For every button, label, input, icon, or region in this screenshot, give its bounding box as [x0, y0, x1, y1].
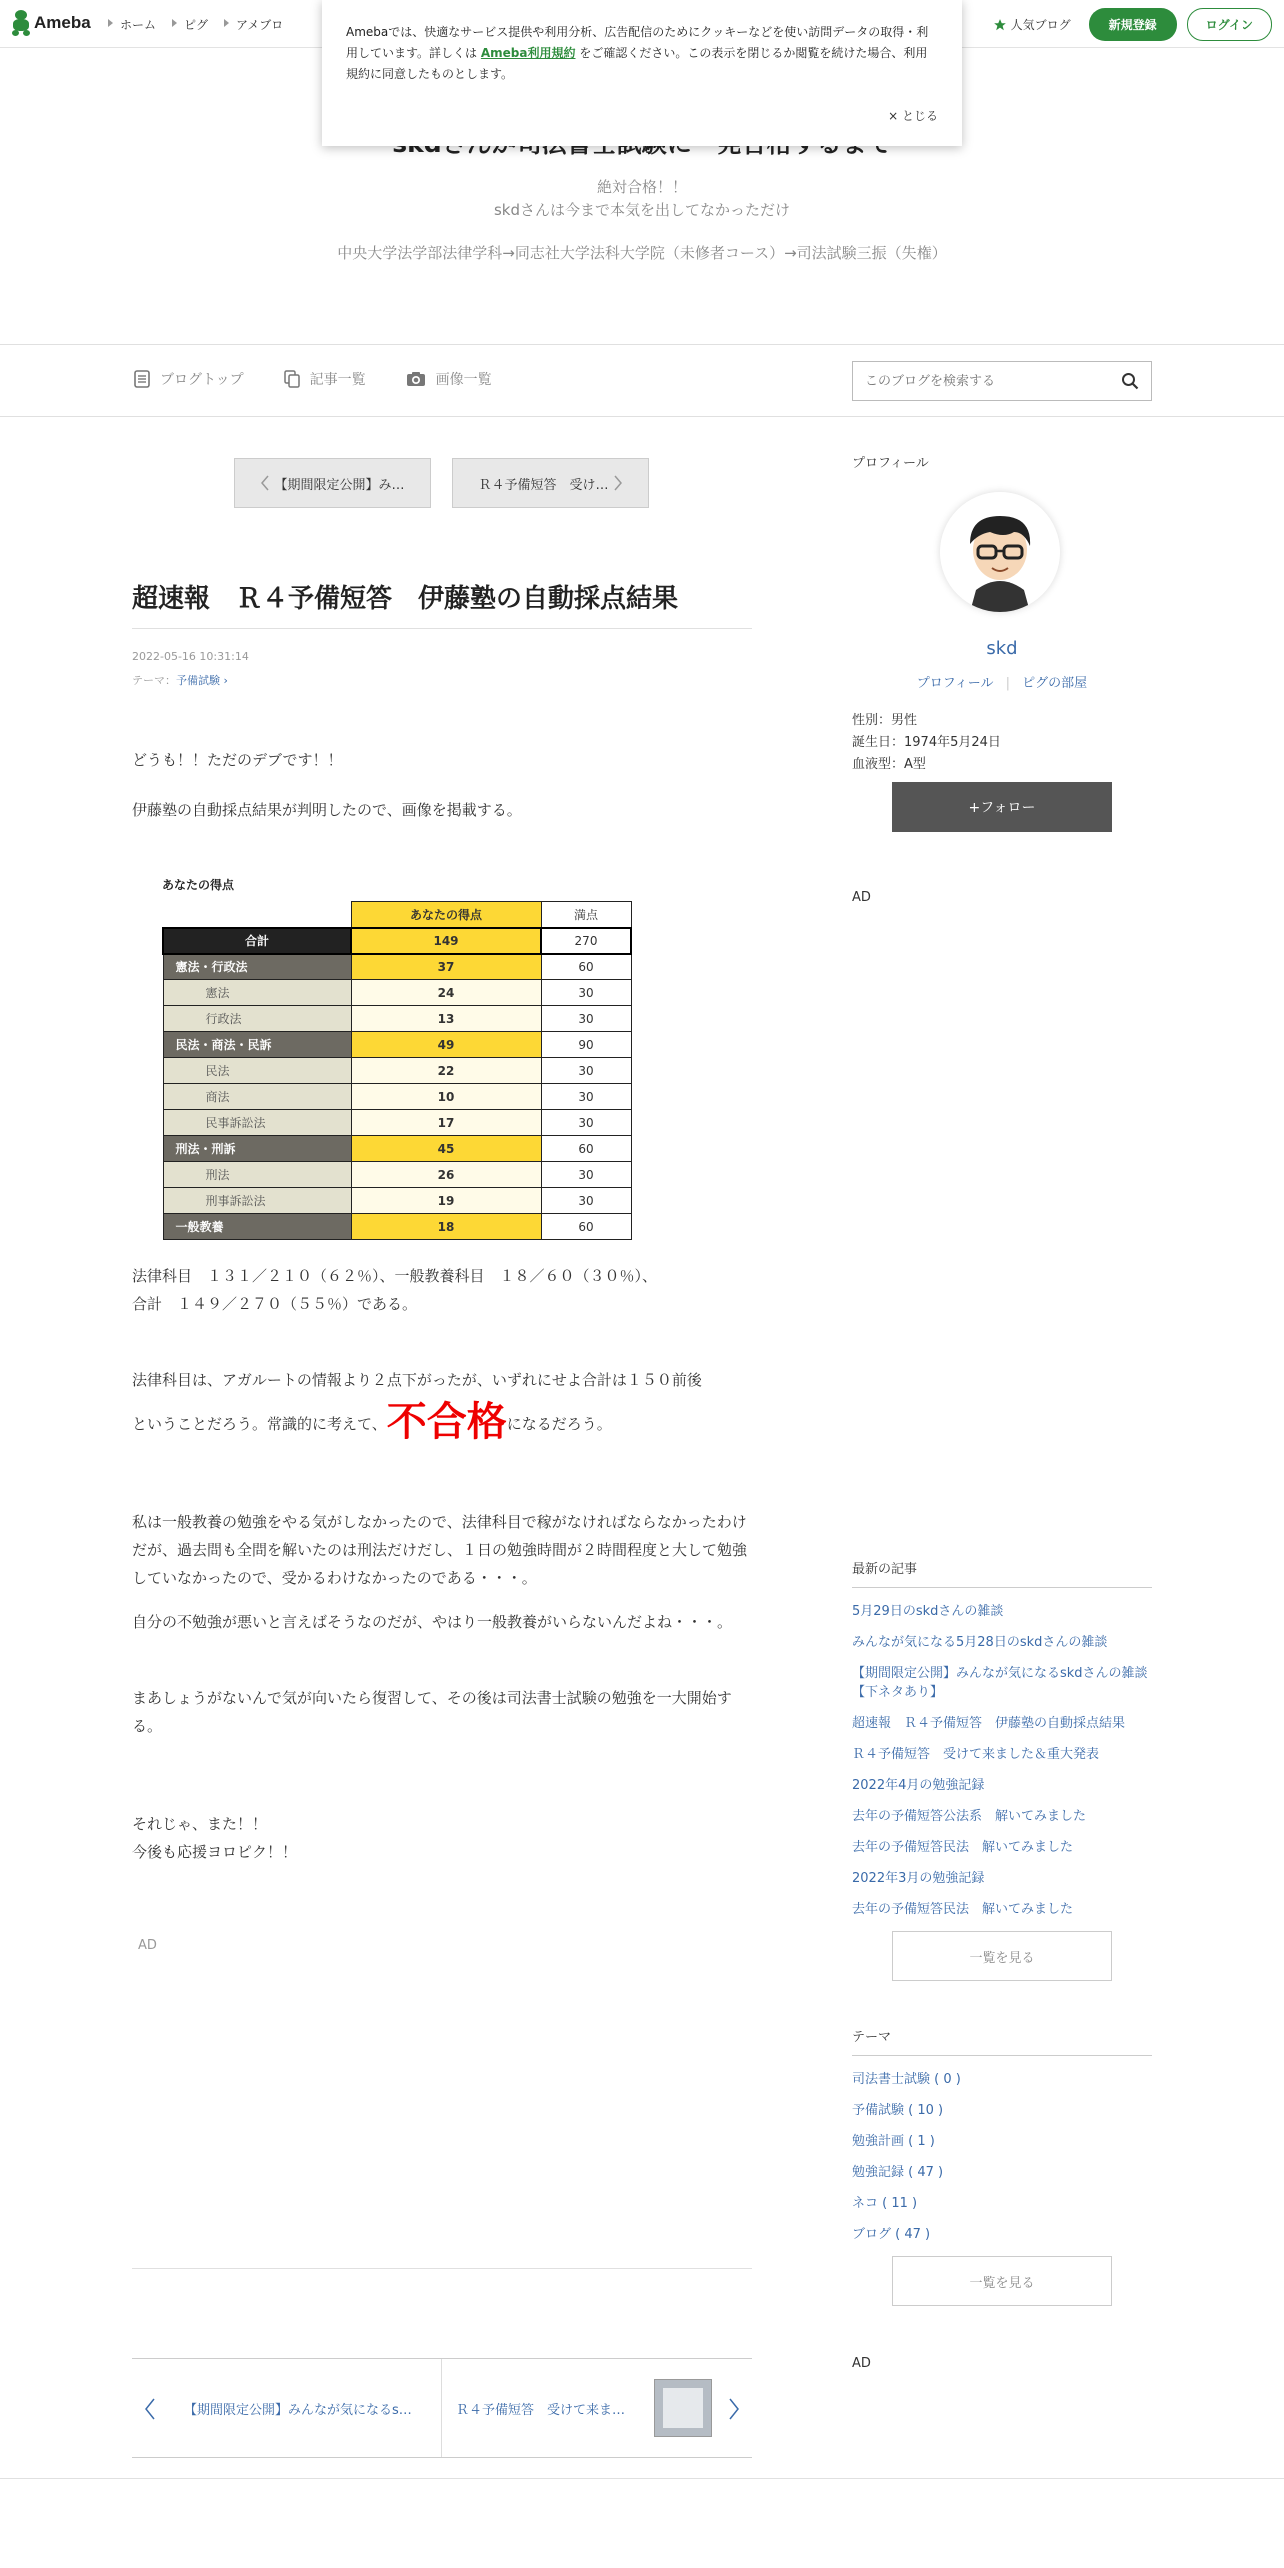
- theme-link[interactable]: 勉強計画 ( 1 ): [852, 2134, 935, 2149]
- theme-link[interactable]: 勉強記録 ( 47 ): [852, 2165, 944, 2180]
- footer-divider: [0, 2478, 1284, 2479]
- profile-info: [852, 710, 1001, 776]
- score-row: [163, 1136, 631, 1162]
- ameba-logo[interactable]: [12, 10, 91, 36]
- recent-article-link[interactable]: Ｒ４予備短答 受けて来ました＆重大発表: [852, 1747, 1100, 1762]
- theme-link[interactable]: 司法書士試験 ( 0 ): [852, 2072, 961, 2087]
- recent-article-link[interactable]: 去年の予備短答民法 解いてみました: [852, 1902, 1074, 1917]
- score-table-image[interactable]: [162, 876, 632, 1240]
- score-row: [163, 1214, 631, 1240]
- score-header-row: [163, 902, 631, 928]
- cookie-close-button[interactable]: × とじる: [888, 109, 938, 123]
- profile-gender: 性別：男性: [852, 713, 918, 728]
- paragraph-line: [132, 1399, 752, 1445]
- recent-article-link[interactable]: 去年の予備短答民法 解いてみました: [852, 1840, 1074, 1855]
- score-cell: 19: [351, 1188, 541, 1214]
- recent-article-link[interactable]: みんなが気になる5月28日のskdさんの雑談: [852, 1635, 1108, 1650]
- score-table: [162, 901, 632, 1240]
- prev-article-button[interactable]: [234, 458, 431, 508]
- recent-article-link[interactable]: 2022年4月の勉強記録: [852, 1778, 985, 1793]
- fail-emphasis: 不合格: [386, 1399, 507, 1445]
- follow-button[interactable]: +フォロー: [892, 782, 1112, 832]
- score-cell: 149: [351, 928, 541, 954]
- star-icon: [993, 18, 1007, 32]
- blog-desc-line1: 絶対合格！！: [596, 178, 687, 196]
- terms-link[interactable]: Ameba利用規約: [480, 46, 576, 60]
- recent-article-link[interactable]: 2022年3月の勉強記録: [852, 1871, 985, 1886]
- score-caption: あなたの得点: [162, 878, 235, 892]
- blog-search-input[interactable]: [853, 362, 1103, 400]
- score-cell: 37: [351, 954, 541, 980]
- avatar-illustration: [940, 492, 1060, 612]
- prev-article-label: 【期間限定公開】み…: [274, 477, 405, 493]
- document-icon: [134, 370, 150, 388]
- bottom-prev-label: 【期間限定公開】みんなが気になるs…: [184, 2402, 412, 2418]
- logo-text: Ameba: [34, 13, 91, 32]
- cookie-banner: [322, 0, 962, 146]
- score-cell: 49: [351, 1032, 541, 1058]
- full-score-cell: 60: [541, 1214, 631, 1240]
- score-row: [163, 1188, 631, 1214]
- article-paragraph: 私は一般教養の勉強をやる気がしなかったので、法律科目で稼がなければならなかったわけだが、過去問も全問を解いたのは刑法だけだし、１日の勉強時間が２時間程度と大して勉強していなかったので、受かるわけなかったのである・・・。: [132, 1513, 748, 1587]
- copy-icon: [284, 370, 300, 388]
- paragraph-line: 法律科目は、アガルートの情報より２点下がったが、いずれにせよ合計は１５０前後: [132, 1371, 702, 1389]
- full-score-cell: 60: [541, 954, 631, 980]
- login-button[interactable]: ログイン: [1187, 8, 1272, 41]
- nav-home[interactable]: ホーム: [106, 16, 170, 33]
- avatar[interactable]: [940, 492, 1060, 612]
- subject-cell: 刑法・刑訴: [163, 1136, 351, 1162]
- subject-cell: 刑法: [163, 1162, 351, 1188]
- full-score-cell: 30: [541, 980, 631, 1006]
- sidebar-profile: [852, 452, 1152, 852]
- article-paragraph: どうも！！ただのデブです！！: [132, 751, 343, 769]
- blog-subline: 中央大学法学部法律学科→同志社大学法科大学院（未修者コース）→司法試験三振（失権）: [337, 244, 947, 262]
- full-score-cell: 30: [541, 1058, 631, 1084]
- nav-pigg[interactable]: ピグ: [170, 16, 222, 33]
- full-score-cell: 270: [541, 928, 631, 954]
- ad-label: AD: [852, 2356, 871, 2371]
- col-score-header: あなたの得点: [351, 902, 541, 928]
- article-title[interactable]: 超速報 Ｒ４予備短答 伊藤塾の自動採点結果: [132, 584, 679, 614]
- score-cell: 45: [351, 1136, 541, 1162]
- signup-button[interactable]: 新規登録: [1089, 8, 1177, 41]
- score-row: [163, 1084, 631, 1110]
- score-row: [163, 980, 631, 1006]
- theme-heading: テーマ: [852, 2026, 1152, 2056]
- article-paragraph: 伊藤塾の自動採点結果が判明したので、画像を掲載する。: [132, 801, 522, 819]
- next-article-thumbnail[interactable]: [654, 2379, 712, 2437]
- chevron-left-icon: [260, 474, 270, 492]
- subject-cell: 刑事訴訟法: [163, 1188, 351, 1214]
- theme-prefix: テーマ：: [132, 674, 176, 687]
- full-score-cell: 90: [541, 1032, 631, 1058]
- title-divider: [132, 628, 752, 629]
- ad-label: AD: [138, 1938, 157, 1953]
- chevron-left-icon: [144, 2397, 156, 2421]
- bottom-article-nav: [132, 2358, 752, 2458]
- full-score-cell: 30: [541, 1188, 631, 1214]
- chevron-right-icon: ›: [220, 674, 228, 687]
- score-cell: 24: [351, 980, 541, 1006]
- sidebar-themes: [852, 2026, 1152, 2306]
- paragraph-line: 合計 １４９／２７０（５５％）である。: [132, 1295, 418, 1313]
- camera-icon: [406, 371, 426, 387]
- blog-description: [0, 176, 1284, 222]
- global-nav: [106, 16, 297, 33]
- bottom-prev-link[interactable]: [132, 2359, 442, 2457]
- score-cell: 17: [351, 1110, 541, 1136]
- theme-link[interactable]: 予備試験 ( 10 ): [852, 2103, 944, 2118]
- score-row: [163, 928, 631, 954]
- subject-cell: 民法: [163, 1058, 351, 1084]
- article-paragraph: [132, 1364, 752, 1445]
- next-article-label: Ｒ４予備短答 受け…: [478, 477, 609, 493]
- score-cell: 22: [351, 1058, 541, 1084]
- score-cell: 26: [351, 1162, 541, 1188]
- col-full-header: 満点: [541, 902, 631, 928]
- score-row: [163, 1006, 631, 1032]
- tab-image-list-label: 画像一覧: [435, 372, 492, 388]
- recent-heading: 最新の記事: [852, 1558, 1152, 1588]
- blog-desc-line2: skdさんは今まで本気を出してなかっただけ: [493, 201, 791, 219]
- recent-article-link[interactable]: 去年の予備短答公法系 解いてみました: [852, 1809, 1087, 1824]
- full-score-cell: 30: [541, 1006, 631, 1032]
- nav-ameblo[interactable]: アメブロ: [222, 16, 297, 33]
- subject-cell: 商法: [163, 1084, 351, 1110]
- full-score-cell: 30: [541, 1110, 631, 1136]
- score-row: [163, 1058, 631, 1084]
- subject-cell: 行政法: [163, 1006, 351, 1032]
- next-article-button[interactable]: [452, 458, 649, 508]
- frog-icon: [12, 10, 30, 36]
- tab-article-list-label: 記事一覧: [309, 372, 366, 388]
- score-cell: 13: [351, 1006, 541, 1032]
- subject-cell: 合計: [163, 928, 351, 954]
- article-paragraph: [132, 1262, 752, 1318]
- score-row: [163, 1110, 631, 1136]
- article-paragraph: まあしょうがないんで気が向いたら復習して、その後は司法書士試験の勉強を一大開始する。: [132, 1689, 732, 1735]
- subject-cell: 民事訴訟法: [163, 1110, 351, 1136]
- article-paragraph: 自分の不勉強が悪いと言えばそうなのだが、やはり一般教養がいらないんだよね・・・。: [132, 1613, 733, 1631]
- subject-cell: 一般教養: [163, 1214, 351, 1240]
- article-divider: [132, 2268, 752, 2269]
- recent-more-button[interactable]: 一覧を見る: [892, 1931, 1112, 1981]
- tab-blog-top[interactable]: [134, 369, 244, 389]
- theme-link[interactable]: ネコ ( 11 ): [852, 2196, 918, 2211]
- ad-label: AD: [852, 890, 871, 905]
- pig-room-link[interactable]: ピグの部屋: [1022, 676, 1088, 691]
- subject-cell: 憲法: [163, 980, 351, 1006]
- paragraph-line: 法律科目 １３１／２１０（６２％）、一般教養科目 １８／６０（３０％）、: [132, 1267, 658, 1285]
- score-row: [163, 954, 631, 980]
- profile-name[interactable]: skd: [986, 638, 1018, 659]
- search-icon[interactable]: [1121, 372, 1139, 390]
- tab-article-list[interactable]: [284, 369, 366, 389]
- profile-birthday: 誕生日：1974年5月24日: [852, 735, 1001, 750]
- text-part: ということだろう。常識的に考えて、: [132, 1415, 387, 1433]
- full-score-cell: 30: [541, 1084, 631, 1110]
- profile-heading: プロフィール: [852, 456, 929, 471]
- cookie-text-before: Amebaでは、快適なサービス提供や利用分析、広告配信のためにクッキーなどを使い訪問データの取得・利用しています。詳しくは: [346, 25, 929, 60]
- text-part: になるだろう。: [506, 1415, 612, 1433]
- profile-blood: 血液型：A型: [852, 757, 926, 772]
- profile-link[interactable]: プロフィール: [916, 676, 994, 691]
- blog-tab-bar: [0, 344, 1284, 417]
- theme-list: [852, 2070, 1152, 2244]
- score-cell: 10: [351, 1084, 541, 1110]
- profile-links: プロフィール | ピグの部屋: [916, 676, 1088, 691]
- theme-link[interactable]: ブログ ( 47 ): [852, 2227, 931, 2242]
- recent-list: [852, 1602, 1152, 1919]
- blog-search-box: [852, 361, 1152, 401]
- bottom-next-label: Ｒ４予備短答 受けて来ま…: [456, 2402, 626, 2418]
- subject-cell: 民法・商法・民訴: [163, 1032, 351, 1058]
- paragraph-line: 今後も応援ヨロピク！！: [132, 1843, 298, 1861]
- theme-more-button[interactable]: 一覧を見る: [892, 2256, 1112, 2306]
- popular-blog-label: 人気ブログ: [1010, 18, 1071, 32]
- subject-cell: 憲法・行政法: [163, 954, 351, 980]
- tab-blog-top-label: ブログトップ: [160, 372, 244, 388]
- chevron-right-icon: [613, 474, 623, 492]
- chevron-right-icon[interactable]: [728, 2397, 740, 2421]
- full-score-cell: 60: [541, 1136, 631, 1162]
- recent-article-link[interactable]: 【期間限定公開】みんなが気になるskdさんの雑談【下ネタあり】: [852, 1666, 1148, 1700]
- recent-article-link[interactable]: 5月29日のskdさんの雑談: [852, 1604, 1004, 1619]
- tab-image-list[interactable]: [406, 369, 492, 389]
- paragraph-line: それじゃ、また！！: [132, 1815, 268, 1833]
- cookie-text-after: をご確認ください。この表示を閉じるか閲覧を続けた場合、利用規約に同意したものとします。: [346, 46, 928, 81]
- theme-link[interactable]: 予備試験: [176, 674, 220, 687]
- score-row: [163, 1032, 631, 1058]
- cookie-text: [346, 22, 938, 85]
- sidebar-recent-articles: [852, 1558, 1152, 1981]
- full-score-cell: 30: [541, 1162, 631, 1188]
- popular-blog-link[interactable]: [993, 16, 1071, 33]
- score-row: [163, 1162, 631, 1188]
- article-date: 2022-05-16 10:31:14: [132, 650, 249, 663]
- article-paragraph: [132, 1810, 752, 1866]
- score-cell: 18: [351, 1214, 541, 1240]
- article-theme: [132, 672, 228, 688]
- recent-article-link[interactable]: 超速報 Ｒ４予備短答 伊藤塾の自動採点結果: [852, 1716, 1126, 1731]
